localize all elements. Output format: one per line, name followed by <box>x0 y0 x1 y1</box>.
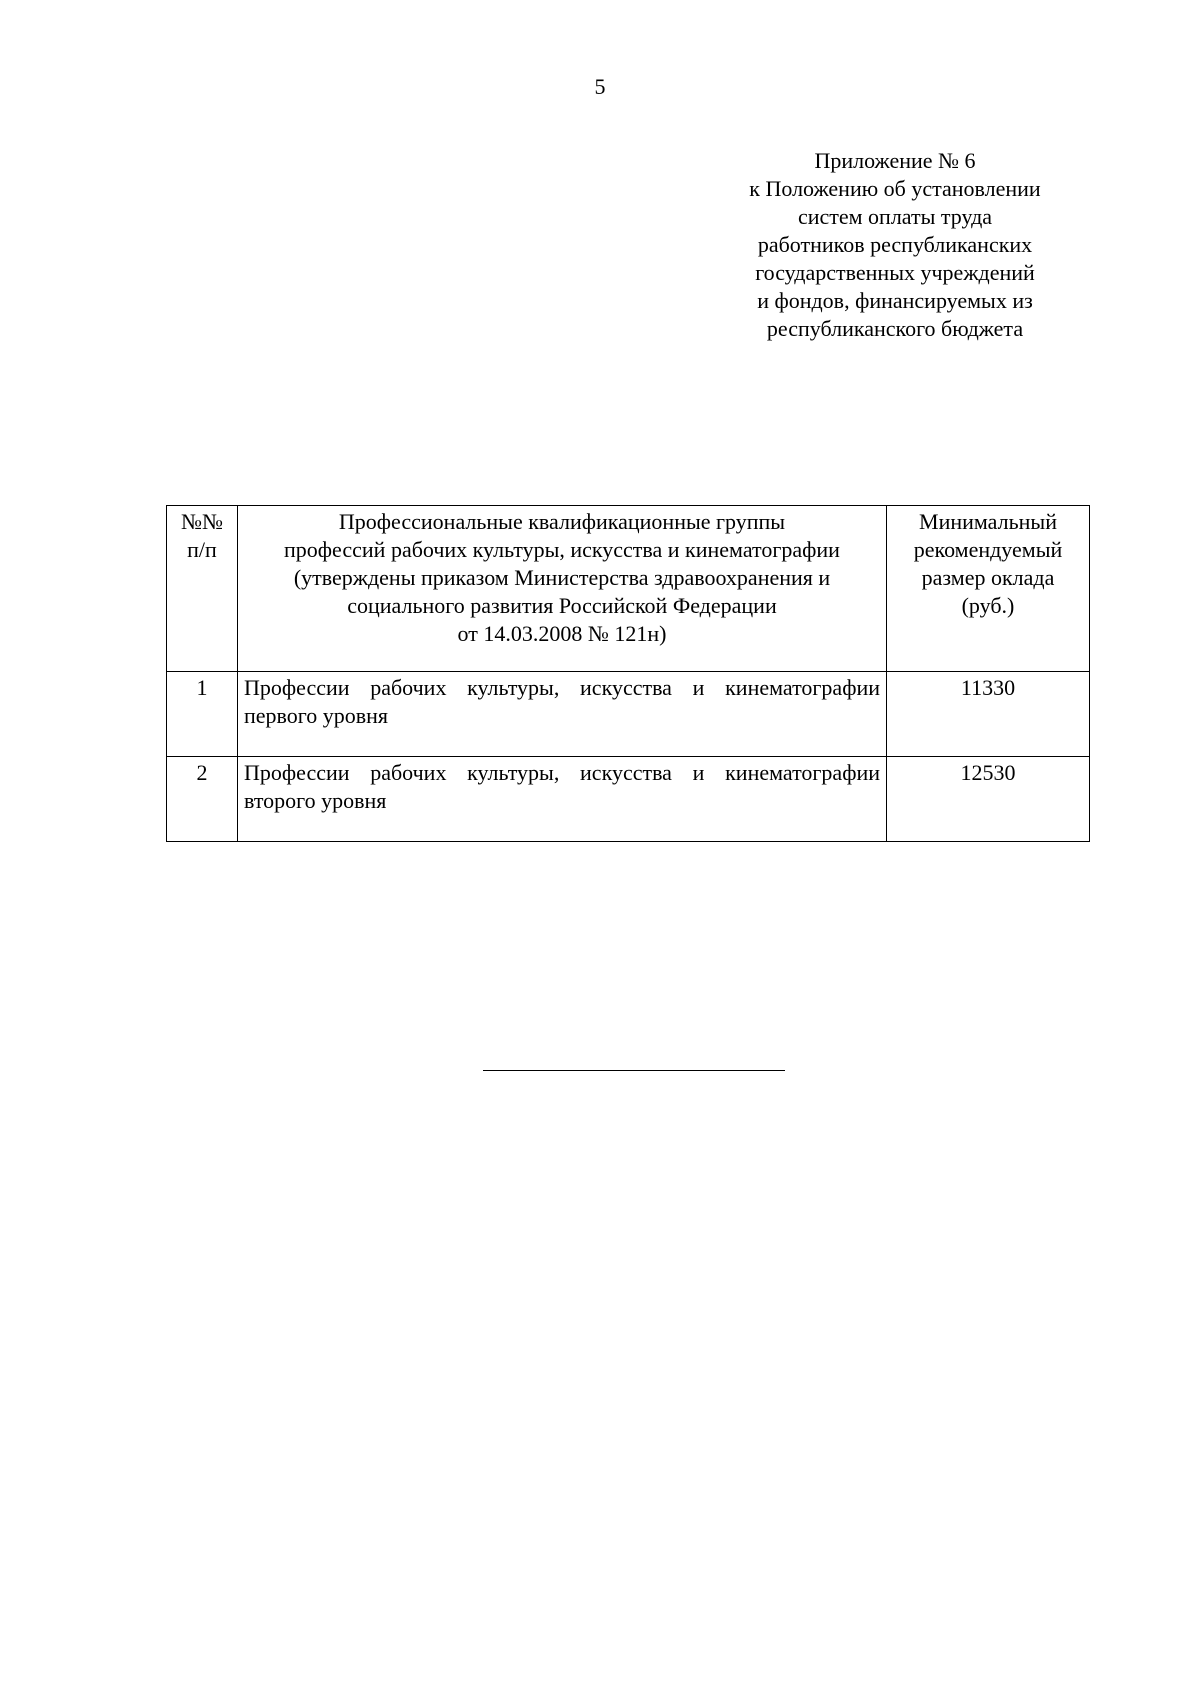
row-number: 2 <box>167 757 238 842</box>
row-group: Профессии рабочих культуры, искусства и кинематографии второго уровня <box>238 757 887 842</box>
appendix-heading <box>700 147 1090 343</box>
appendix-heading-line: государственных учреждений <box>755 260 1035 285</box>
header-salary-line: (руб.) <box>961 593 1015 618</box>
page-number: 5 <box>594 74 606 99</box>
appendix-heading-line: систем оплаты труда <box>797 204 993 229</box>
header-group <box>238 506 887 672</box>
row-group: Профессии рабочих культуры, искусства и кинематографии первого уровня <box>238 672 887 757</box>
header-salary <box>887 506 1090 672</box>
header-group-line: социального развития Российской Федерации <box>347 593 777 618</box>
end-divider <box>483 1070 785 1071</box>
row-salary: 12530 <box>887 757 1090 842</box>
header-number-line: п/п <box>187 537 217 562</box>
appendix-heading-line: республиканского бюджета <box>766 316 1024 341</box>
header-group-line: Профессиональные квалификационные группы <box>338 509 786 534</box>
table-row <box>167 672 1090 757</box>
header-group-line: (утверждены приказом Министерства здравоохранения и <box>293 565 831 590</box>
table-row <box>167 757 1090 842</box>
header-group-line: от 14.03.2008 № 121н) <box>457 621 667 646</box>
table-header-row <box>167 506 1090 672</box>
header-number-line: №№ <box>181 509 223 534</box>
row-number: 1 <box>167 672 238 757</box>
appendix-heading-line: работников республиканских <box>757 232 1033 257</box>
appendix-heading-line: к Положению об установлении <box>749 176 1041 201</box>
appendix-heading-line: Приложение № 6 <box>814 148 976 173</box>
header-salary-line: рекомендуемый <box>913 537 1063 562</box>
appendix-heading-line: и фондов, финансируемых из <box>757 288 1033 313</box>
salary-table <box>166 505 1090 842</box>
header-number <box>167 506 238 672</box>
header-group-line: профессий рабочих культуры, искусства и кинематографии <box>284 537 840 562</box>
row-salary: 11330 <box>887 672 1090 757</box>
header-salary-line: Минимальный <box>919 509 1057 534</box>
header-salary-line: размер оклада <box>921 565 1055 590</box>
